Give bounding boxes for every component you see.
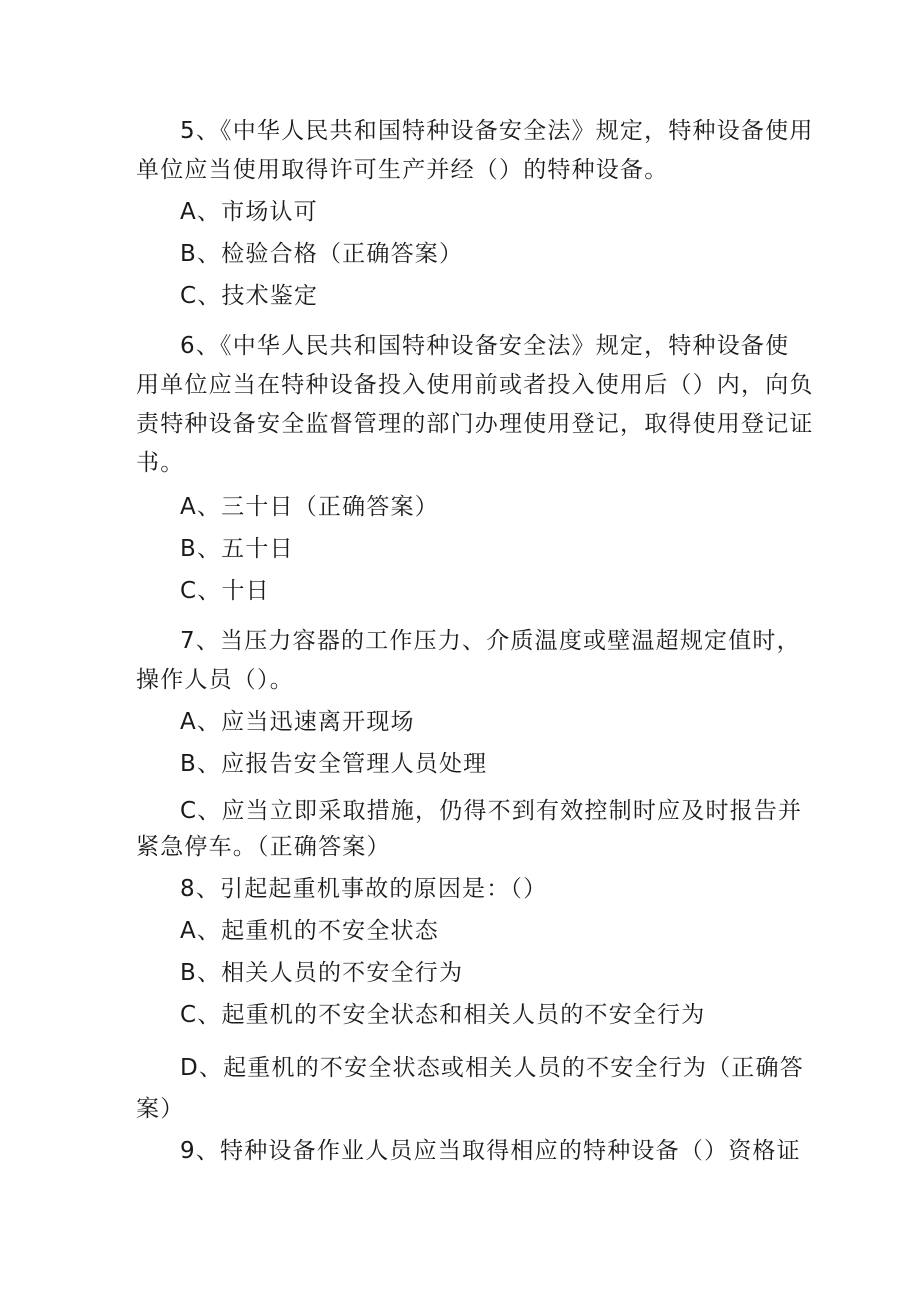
option-c: C、起重机的不安全状态和相关人员的不安全行为	[180, 1002, 706, 1028]
question-stem-line: 责特种设备安全监督管理的部门办理使用登记，取得使用登记证	[136, 411, 814, 437]
option-a: A、起重机的不安全状态	[180, 918, 439, 944]
option-b: B、五十日	[180, 536, 294, 562]
question-stem-line: 用单位应当在特种设备投入使用前或者投入使用后（）内，向负	[136, 372, 814, 398]
option-a: A、市场认可	[180, 199, 318, 225]
option-c-continued: 紧急停车。（正确答案）	[136, 834, 391, 860]
question-stem-line: 8、引起起重机事故的原因是：（）	[180, 876, 548, 902]
option-d: D、起重机的不安全状态或相关人员的不安全行为（正确答	[180, 1055, 804, 1081]
option-a: A、三十日（正确答案）	[180, 494, 439, 520]
question-stem-line: 操作人员（）。	[136, 667, 294, 693]
question-stem-line: 7、当压力容器的工作压力、介质温度或壁温超规定值时，	[180, 628, 801, 654]
option-b: B、检验合格（正确答案）	[180, 241, 464, 267]
question-stem-line: 5、《中华人民共和国特种设备安全法》规定，特种设备使用	[180, 118, 814, 144]
question-stem-line: 书。	[136, 450, 185, 476]
question-stem-line: 6、《中华人民共和国特种设备安全法》规定，特种设备使	[180, 333, 790, 359]
question-stem-line: 9、特种设备作业人员应当取得相应的特种设备（）资格证	[180, 1138, 801, 1164]
option-c: C、十日	[180, 578, 270, 604]
option-c: C、应当立即采取措施，仍得不到有效控制时应及时报告并	[180, 798, 803, 824]
option-c: C、技术鉴定	[180, 283, 319, 309]
option-d-continued: 案）	[136, 1096, 185, 1122]
option-b: B、应报告安全管理人员处理	[180, 751, 488, 777]
option-b: B、相关人员的不安全行为	[180, 960, 464, 986]
question-stem-line: 单位应当使用取得许可生产并经（）的特种设备。	[136, 157, 669, 183]
option-a: A、应当迅速离开现场	[180, 709, 415, 735]
